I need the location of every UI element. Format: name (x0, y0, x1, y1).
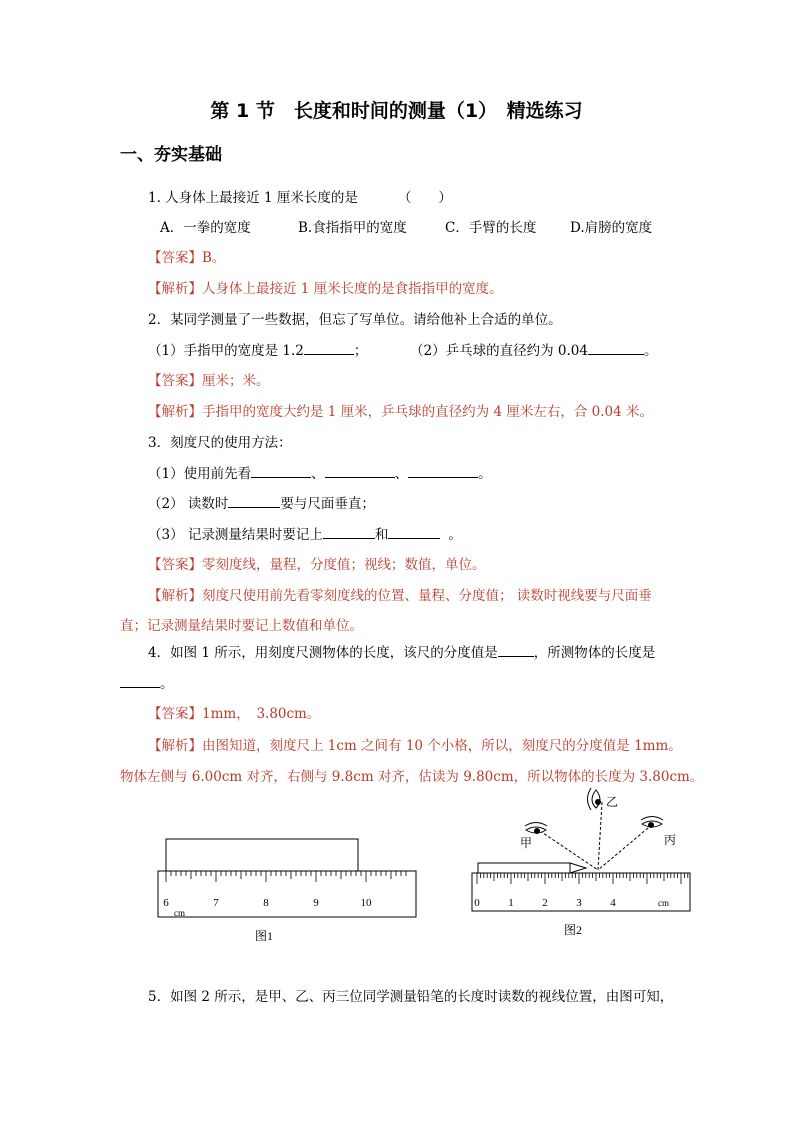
ruler-tick-label: 10 (360, 897, 372, 909)
q4-analysis-1: 【解析】由图知道，刻度尺上 1cm 之间有 10 个小格，所以，刻度尺的分度值是 1mm。 (148, 738, 682, 754)
page-title: 第 1 节 长度和时间的测量（1） 精选练习 (210, 100, 583, 122)
q2-part2: （2）乒乓球的直径约为 0.04 。 (410, 339, 657, 359)
ruler-tick-label: 6 (163, 897, 169, 909)
eye-a-label: 甲 (520, 836, 533, 850)
q3-blank-1[interactable] (251, 463, 311, 478)
q3-blank-2[interactable] (325, 463, 395, 478)
q4-stem-line2: 。 (120, 672, 174, 692)
q2-answer: 【答案】厘米；米。 (148, 373, 270, 389)
pencil-tip (570, 863, 586, 873)
q3-line2: （2） 读数时 要与尺面垂直； (148, 492, 375, 512)
q3-analysis-2: 直；记录测量结果时要记上数值和单位。 (120, 618, 363, 634)
q4-answer: 【答案】1mm， 3.80cm。 (148, 706, 321, 722)
eye-a-icon (525, 823, 547, 835)
ruler-tick-label: 0 (474, 897, 480, 909)
ruler-body (158, 871, 416, 917)
q2-analysis: 【解析】手指甲的宽度大约是 1 厘米，乒乓球的直径约为 4 厘米左右，合 0.04 米。 (148, 404, 653, 420)
q4-blank-2[interactable] (120, 673, 160, 688)
q2-blank-2[interactable] (588, 340, 644, 355)
q4-blank-1[interactable] (498, 642, 534, 657)
q1-option-b: B.食指指甲的宽度 (298, 220, 407, 236)
q1-option-c: C．手臂的长度 (445, 220, 537, 236)
eye-c-label: 丙 (664, 833, 677, 847)
eye-c-icon (641, 817, 663, 829)
q3-blank-4[interactable] (228, 493, 280, 508)
ruler-tick-label: 1 (508, 897, 514, 909)
q3-answer: 【答案】零刻度线，量程，分度值；视线；数值，单位。 (148, 557, 486, 573)
eye-b-label: 乙 (606, 795, 619, 809)
q4-stem-line1: 4．如图 1 所示，用刻度尺测物体的长度，该尺的分度值是 ，所测物体的长度是 (148, 641, 655, 661)
ruler-tick-label: 8 (263, 897, 269, 909)
eye-b-icon (588, 788, 602, 810)
q1-stem: 1. 人身体上最接近 1 厘米长度的是 （ ） (148, 190, 452, 206)
sight-line-c (598, 828, 648, 870)
q3-line3: （3） 记录测量结果时要记上 和 。 (148, 523, 462, 543)
q3-analysis-1: 【解析】刻度尺使用前先看零刻度线的位置、量程、分度值； 读数时视线要与尺面垂 (148, 588, 652, 604)
section-heading: 一、夯实基础 (120, 145, 222, 165)
q3-line1: （1）使用前先看 、 、 。 (148, 462, 492, 482)
figure-2-caption: 图2 (564, 923, 583, 937)
measured-object (166, 839, 358, 871)
q3-blank-5[interactable] (323, 524, 375, 539)
q4-analysis-2: 物体左侧与 6.00cm 对齐，右侧与 9.8cm 对齐，估读为 9.80cm，所以物体的长度为 3.80cm。 (120, 769, 704, 785)
ruler-2-unit-label: cm (658, 898, 669, 908)
q1-paren: （ ） (397, 190, 452, 206)
q1-option-d: D.肩膀的宽度 (570, 220, 653, 236)
q1-option-a: A．一拳的宽度 (160, 220, 251, 236)
q3-stem: 3．刻度尺的使用方法： (148, 435, 292, 451)
ruler-tick-label: 7 (213, 897, 219, 909)
figure-1-caption: 图1 (255, 929, 274, 943)
sight-line-b (598, 802, 602, 870)
ruler-tick-label: 2 (542, 897, 548, 909)
q5-stem: 5．如图 2 所示，是甲、乙、丙三位同学测量铅笔的长度时读数的视线位置，由图可知， (148, 989, 674, 1005)
q2-blank-1[interactable] (304, 340, 354, 355)
pencil-body (478, 863, 570, 873)
ruler-tick-label: 4 (610, 897, 616, 909)
q3-blank-6[interactable] (388, 524, 440, 539)
q2-part1: （1）手指甲的宽度是 1.2 ； (148, 339, 367, 359)
ruler-unit-label: cm (174, 908, 185, 918)
q1-answer: 【答案】B。 (148, 250, 226, 266)
ruler-tick-label: 3 (576, 897, 582, 909)
figure-1-ruler (150, 830, 430, 950)
q2-stem: 2．某同学测量了一些数据，但忘了写单位。请给他补上合适的单位。 (148, 312, 562, 328)
q1-analysis: 【解析】人身体上最接近 1 厘米长度的是食指指甲的宽度。 (148, 281, 503, 297)
figure-2-pencil-reading (460, 784, 700, 944)
q3-blank-3[interactable] (408, 463, 478, 478)
ruler-tick-label: 9 (313, 897, 319, 909)
